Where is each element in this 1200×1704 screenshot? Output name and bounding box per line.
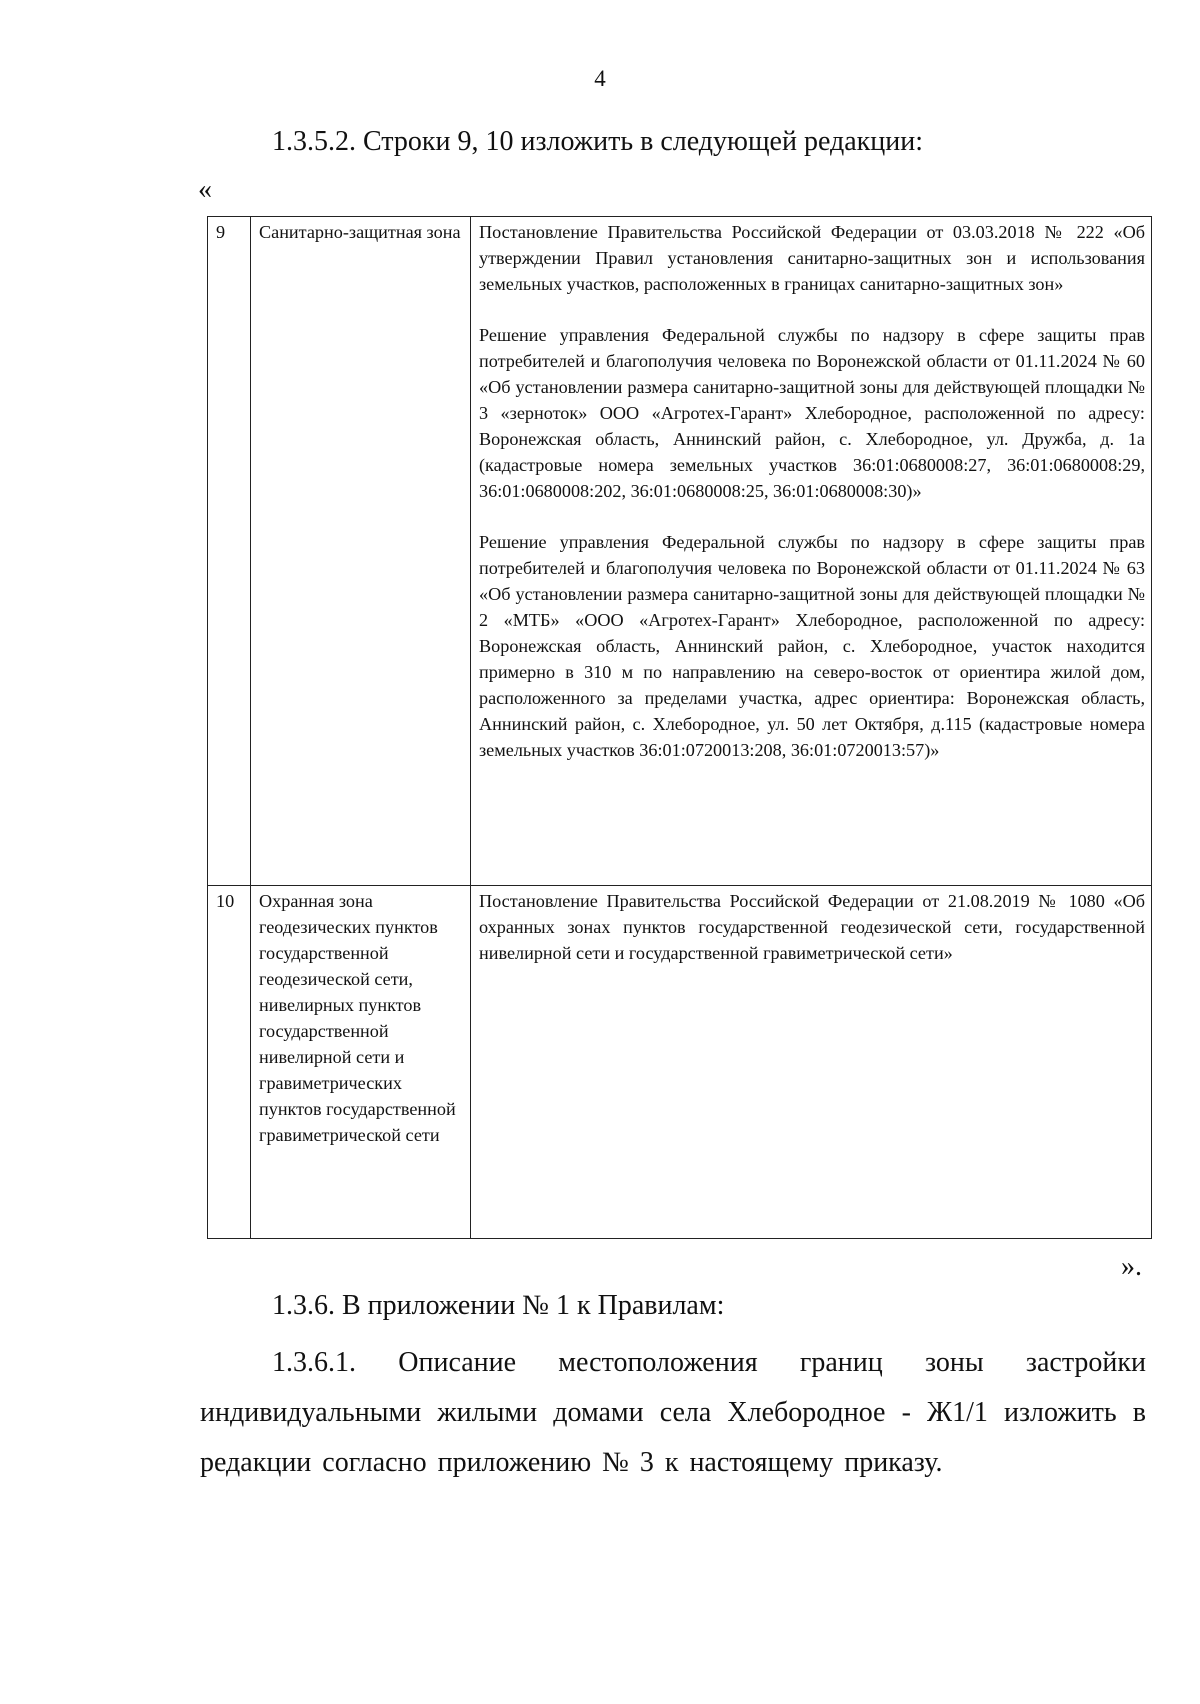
legal-basis-cell (471, 886, 1152, 1239)
legal-document: Постановление Правительства Российской Федерации от 21.08.2019 № 1080 «Об охранных зонах пунктов государственной геодезической сети, государственной нивелирной сети и государственной гравиметрической сети» (479, 891, 1145, 963)
row-number: 9 (208, 217, 251, 886)
zone-name: Охранная зона геодезических пунктов государственной геодезической сети, нивелирных пунктов государственной нивелирной сети и гравиметрических пунктов государственной гравиметрической сети (251, 886, 471, 1239)
zones-table (207, 216, 1152, 1239)
opening-quote-mark: « (198, 174, 212, 205)
legal-document: Постановление Правительства Российской Федерации от 03.03.2018 № 222 «Об утверждении Правил установления санитарно-защитных зон и использования земельных участков, расположенных в границах санитарно-защитных зон» (479, 222, 1145, 294)
section-heading: 1.3.6. В приложении № 1 к Правилам: (272, 1290, 725, 1321)
amendment-heading: 1.3.5.2. Строки 9, 10 изложить в следующей редакции: (272, 126, 924, 157)
table-row (208, 886, 1152, 1239)
page-number: 4 (594, 66, 606, 91)
legal-basis-cell (471, 217, 1152, 886)
zone-name: Санитарно-защитная зона (251, 217, 471, 886)
body-paragraph: 1.3.6.1. Описание местоположения границ зоны застройки индивидуальными жилыми домами села Хлебородное - Ж1/1 изложить в редакции согласно приложению № 3 к настоящему приказу. (200, 1347, 1146, 1478)
legal-document: Решение управления Федеральной службы по надзору в сфере защиты прав потребителей и благополучия человека по Воронежской области от 01.11.2024 № 60 «Об установлении размера санитарно-защитной зоны для действующей площадки № 3 «зерноток» ООО «Агротех-Гарант» Хлебородное, расположенной по адресу: Воронежская область, Аннинский район, с. Хлебородное, ул. Дружба, д. 1а (кадастровые номера земельных участков 36:01:0680008:27, 36:01:0680008:29, 36:01:0680008:202, 36:01:0680008:25, 36:01:0680008:30)» (479, 325, 1145, 501)
closing-quote-mark: ». (1121, 1251, 1142, 1282)
table-row (208, 217, 1152, 886)
row-number: 10 (208, 886, 251, 1239)
legal-document: Решение управления Федеральной службы по надзору в сфере защиты прав потребителей и благополучия человека по Воронежской области от 01.11.2024 № 63 «Об установлении размера санитарно-защитной зоны для действующей площадки № 2 «МТБ» «ООО «Агротех-Гарант» Хлебородное, расположенной по адресу: Воронежская область, Аннинский район, с. Хлебородное, участок находится примерно в 310 м по направлению на северо-восток от ориентира жилой дом, расположенного за пределами участка, адрес ориентира: Воронежская область, Аннинский район, с. Хлебородное, ул. 50 лет Октября, д.115 (кадастровые номера земельных участков 36:01:0720013:208, 36:01:0720013:57)» (479, 532, 1145, 760)
